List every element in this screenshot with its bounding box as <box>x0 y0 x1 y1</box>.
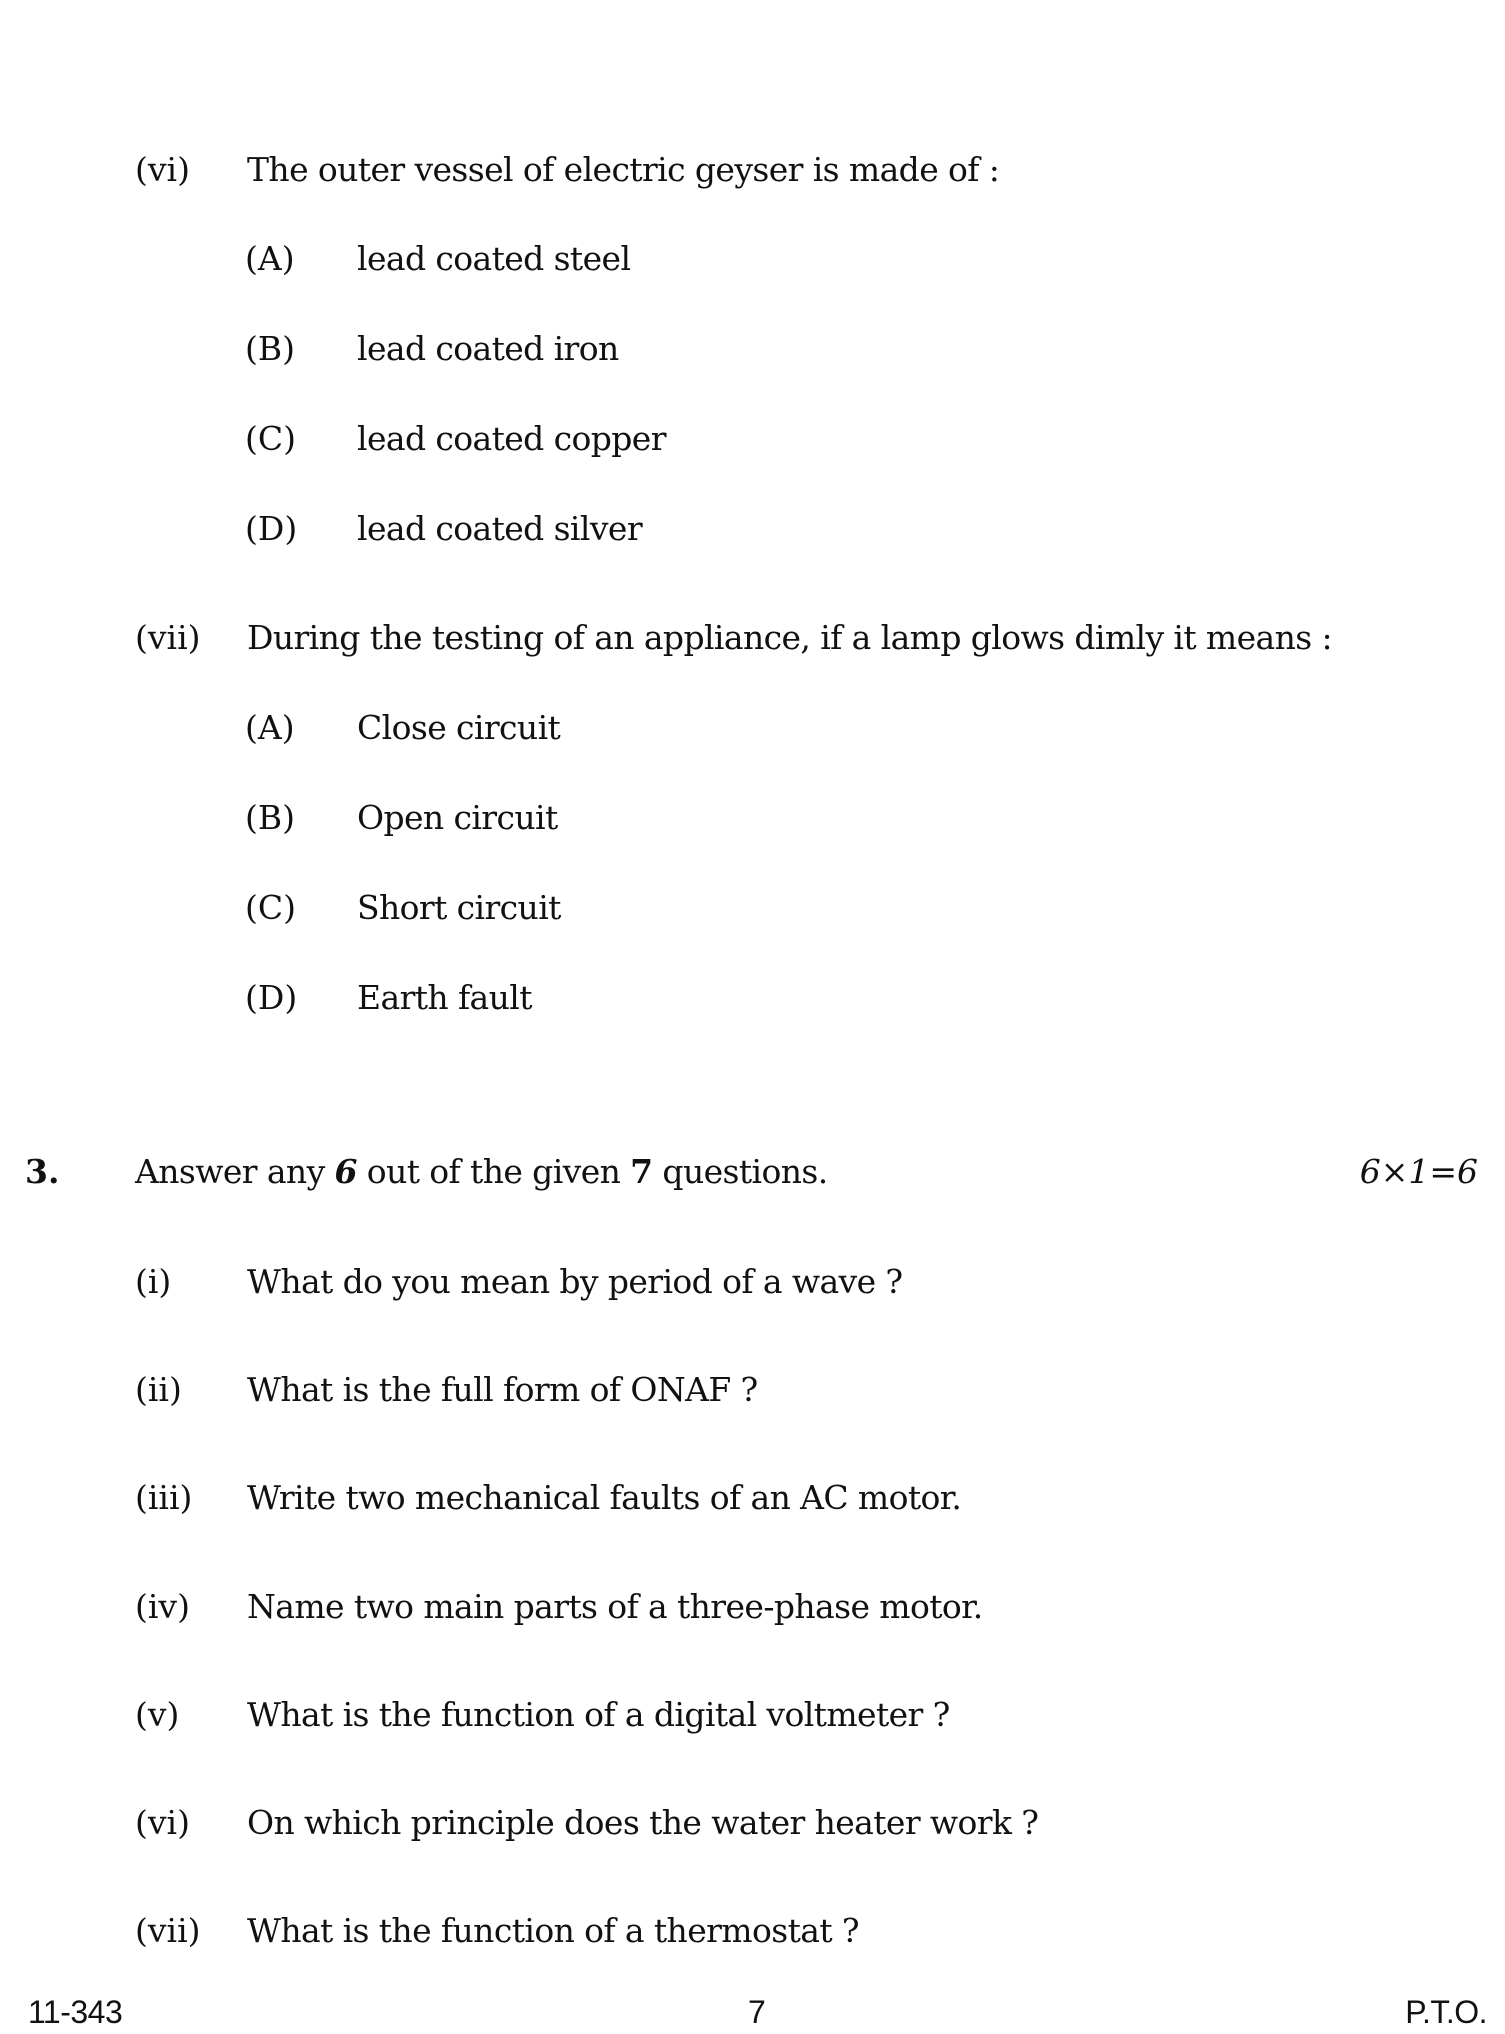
option-text: Earth fault <box>357 978 532 1017</box>
section-number: 3. <box>25 1152 60 1191</box>
page-number: 7 <box>748 1994 766 2030</box>
option-text: lead coated silver <box>357 509 642 548</box>
instruction-middle: out of the given <box>356 1152 631 1191</box>
question-number: (iv) <box>135 1587 190 1626</box>
total-count: 7 <box>630 1152 653 1191</box>
question-number: (vii) <box>135 1911 201 1950</box>
option-text: lead coated steel <box>357 239 631 278</box>
option-letter: (A) <box>245 708 295 747</box>
instruction-suffix: questions. <box>652 1152 828 1191</box>
question-number: (iii) <box>135 1478 193 1517</box>
option-letter: (C) <box>245 419 296 458</box>
option-text: Open circuit <box>357 798 558 837</box>
option-text: Close circuit <box>357 708 561 747</box>
question-text: What is the full form of ONAF ? <box>247 1370 758 1409</box>
question-number: (i) <box>135 1262 172 1301</box>
section-marks: 6×1=6 <box>1359 1152 1478 1191</box>
option-text: lead coated copper <box>357 419 666 458</box>
question-number: (ii) <box>135 1370 182 1409</box>
question-number: (vi) <box>135 1803 190 1842</box>
option-text: Short circuit <box>357 888 561 927</box>
pto-label: P.T.O. <box>1405 1994 1487 2030</box>
question-number: (vii) <box>135 618 201 657</box>
option-letter: (D) <box>245 509 298 548</box>
question-number: (v) <box>135 1695 180 1734</box>
option-letter: (C) <box>245 888 296 927</box>
question-text: Write two mechanical faults of an AC motor. <box>247 1478 962 1517</box>
option-letter: (D) <box>245 978 298 1017</box>
answer-count: 6 <box>334 1152 357 1191</box>
question-text: On which principle does the water heater work ? <box>247 1803 1039 1842</box>
option-letter: (A) <box>245 239 295 278</box>
option-letter: (B) <box>245 329 295 368</box>
question-text: The outer vessel of electric geyser is made of : <box>247 150 1000 189</box>
paper-code: 11-343 <box>28 1994 123 2030</box>
question-text: During the testing of an appliance, if a lamp glows dimly it means : <box>247 618 1333 657</box>
question-text: What is the function of a thermostat ? <box>247 1911 859 1950</box>
question-text: Name two main parts of a three-phase motor. <box>247 1587 983 1626</box>
instruction-prefix: Answer any <box>135 1152 335 1191</box>
section-instruction <box>135 1152 828 1192</box>
question-number: (vi) <box>135 150 190 189</box>
option-text: lead coated iron <box>357 329 619 368</box>
question-text: What do you mean by period of a wave ? <box>247 1262 903 1301</box>
question-text: What is the function of a digital voltmeter ? <box>247 1695 950 1734</box>
option-letter: (B) <box>245 798 295 837</box>
